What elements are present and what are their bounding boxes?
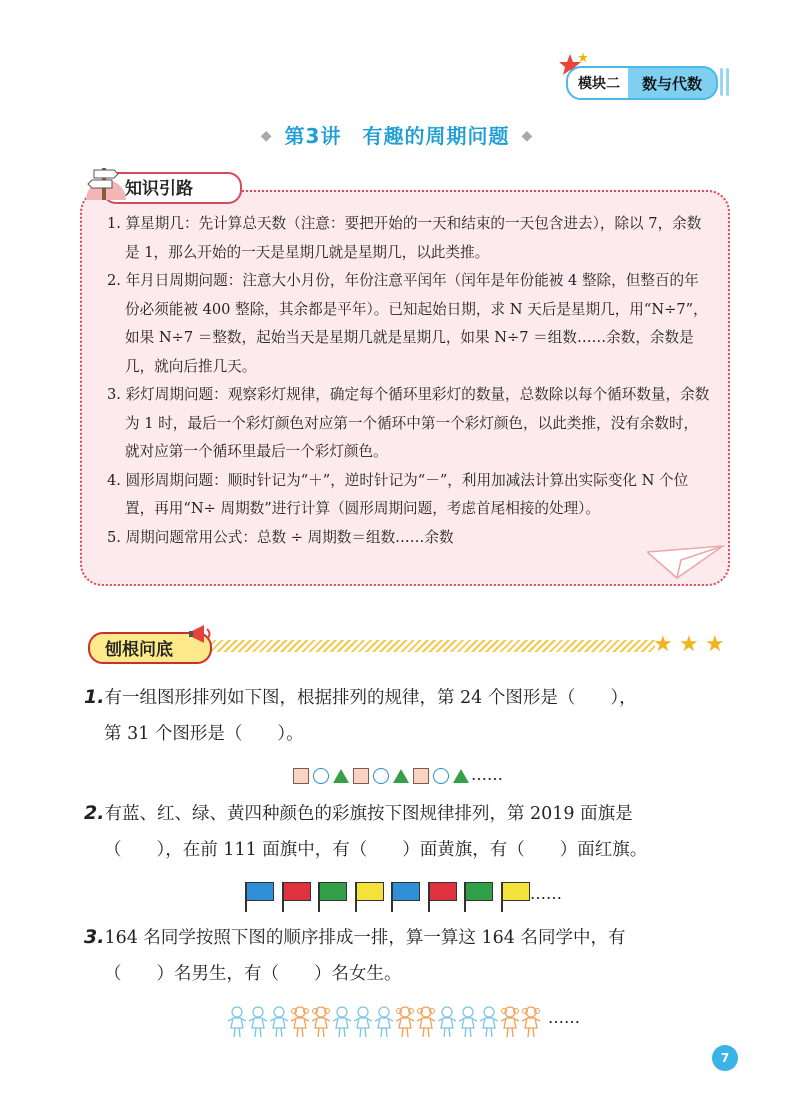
module-label: 模块二 [566, 66, 632, 100]
problem-3 [84, 920, 734, 992]
flag-icon [243, 882, 275, 912]
problem-1 [84, 680, 734, 752]
megaphone-icon [189, 622, 215, 646]
girl-figure-icon [312, 1005, 330, 1039]
circle-shape [313, 768, 329, 784]
boy-figure-icon [333, 1005, 351, 1039]
section-header [85, 628, 730, 664]
flag-icon [426, 882, 458, 912]
square-shape [413, 768, 429, 784]
girl-figure-icon [522, 1005, 540, 1039]
shape-sequence [0, 765, 794, 784]
flag-icon [353, 882, 385, 912]
lesson-title: ◆ 第3讲 有趣的周期问题 ◆ [260, 124, 534, 148]
ellipsis: …… [548, 1008, 580, 1027]
girl-figure-icon [396, 1005, 414, 1039]
square-shape [293, 768, 309, 784]
section-title: 刨根问底 [105, 640, 173, 660]
flag-icon [462, 882, 494, 912]
diamond-icon: ◆ [521, 128, 534, 144]
boy-figure-icon [375, 1005, 393, 1039]
flag-icon [280, 882, 312, 912]
problem-number: 1. [84, 686, 105, 708]
boy-figure-icon [270, 1005, 288, 1039]
problem-number: 2. [84, 802, 105, 824]
knowledge-list [107, 210, 712, 552]
problem-text: 第 31 个图形是（ ）。 [104, 724, 304, 744]
girl-figure-icon [417, 1005, 435, 1039]
problem-2 [84, 796, 734, 868]
girl-figure-icon [291, 1005, 309, 1039]
circle-shape [373, 768, 389, 784]
problem-text: 有一组图形排列如下图，根据排列的规律，第 24 个图形是（ ）， [104, 688, 637, 708]
boy-figure-icon [438, 1005, 456, 1039]
knowledge-item: 1. 算星期几：先计算总天数（注意：要把开始的一天和结束的一天包含进去），除以 7，余数是 1，那么开始的一天是星期几就是星期几，以此类推。 [107, 215, 702, 261]
knowledge-title: 知识引路 [125, 179, 193, 199]
diamond-icon: ◆ [260, 128, 273, 144]
circle-shape [433, 768, 449, 784]
flag-icon [316, 882, 348, 912]
page-number: 7 [712, 1045, 738, 1071]
flag-icon [389, 882, 421, 912]
flag-icon [499, 882, 531, 912]
boy-figure-icon [249, 1005, 267, 1039]
square-shape [353, 768, 369, 784]
paper-plane-icon [647, 544, 725, 580]
knowledge-box [80, 190, 730, 586]
module-name: 数与代数 [628, 66, 718, 100]
problem-text: （ ）名男生，有（ ）名女生。 [104, 964, 402, 984]
problem-text: 164 名同学按照下图的顺序排成一排，算一算这 164 名同学中，有 [104, 928, 626, 948]
boy-figure-icon [459, 1005, 477, 1039]
knowledge-item: 5. 周期问题常用公式：总数 ÷ 周期数＝组数……余数 [107, 528, 454, 546]
star-icon: ★ [653, 632, 673, 657]
problem-number: 3. [84, 926, 105, 948]
section-stripe [207, 640, 655, 652]
triangle-shape [393, 769, 409, 783]
boy-figure-icon [354, 1005, 372, 1039]
module-tab [560, 58, 735, 102]
knowledge-item: 3. 彩灯周期问题：观察彩灯规律，确定每个循环里彩灯的数量，总数除以每个循环数量，余数为 1 时，最后一个彩灯颜色对应第一个循环中第一个彩灯颜色，以此类推，没有余数时，就对应第一个循环里最后一个彩灯颜色。 [107, 386, 710, 460]
star-icon: ★ [679, 632, 699, 657]
knowledge-item: 2. 年月日周期问题：注意大小月份，年份注意平闰年（闰年是年份能被 4 整除，但整百的年份必须能被 400 整除，其余都是平年）。已知起始日期，求 N 天后是星期几，用“N÷7”，如果 N÷7 ＝整数，起始当天是星期几就是星期几，如果 N÷7 ＝组数……余数，余数是几，就向后推几天。 [107, 272, 708, 375]
boy-figure-icon [228, 1005, 246, 1039]
signpost-icon [82, 160, 130, 202]
knowledge-header [80, 160, 260, 204]
problem-text: 有蓝、红、绿、黄四种颜色的彩旗按下图规律排列，第 2019 面旗是 [104, 804, 633, 824]
star-icon: ★ [705, 632, 725, 657]
problem-text: （ ），在前 111 面旗中，有（ ）面黄旗，有（ ）面红旗。 [104, 840, 648, 860]
ellipsis: …… [471, 765, 503, 784]
ellipsis: …… [530, 884, 562, 903]
triangle-shape [453, 769, 469, 783]
knowledge-item: 4. 圆形周期问题：顺时针记为“＋”，逆时针记为“－”，利用加减法计算出实际变化 N 个位置，再用“N÷ 周期数”进行计算（圆形周期问题，考虑首尾相接的处理）。 [107, 471, 689, 517]
triangle-shape [333, 769, 349, 783]
boy-figure-icon [480, 1005, 498, 1039]
girl-figure-icon [501, 1005, 519, 1039]
